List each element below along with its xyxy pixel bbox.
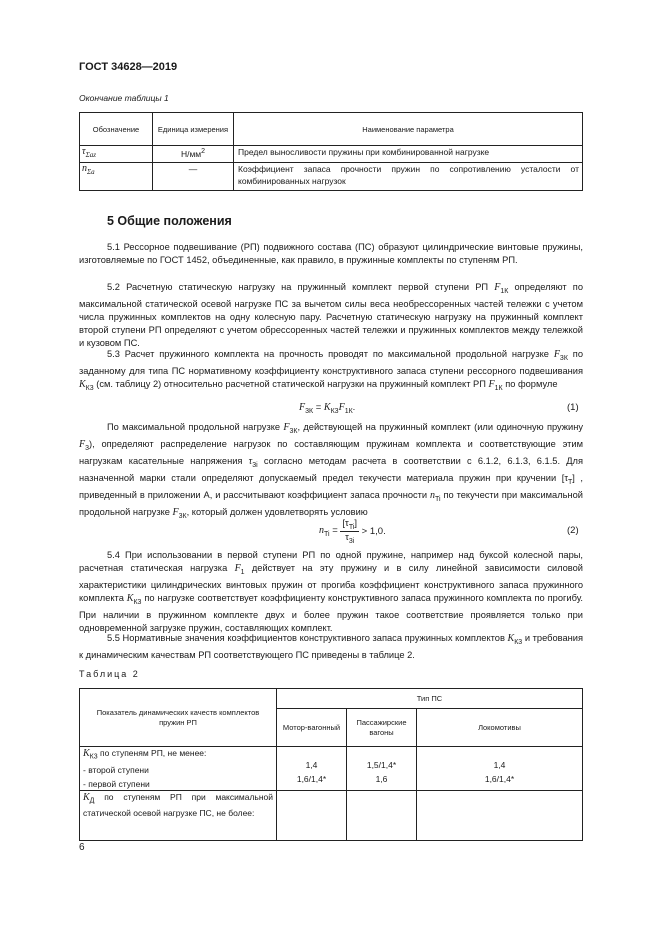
formula-2: $n_{Ti}$ = $[\tau_{Ti}]$ $\tau_{3i}$ > 1,0. — [319, 518, 386, 545]
formula-1-number: (1) — [567, 402, 579, 413]
loco-cell: 1,4 1,6/1,4* — [417, 747, 583, 791]
table-row — [80, 146, 583, 163]
paragraph-5-2: 5.2 Расчетную статическую нагрузку на пружинный комплект первой ступени РП $F_{1К}$ определяют по максимальной статической осевой нагрузке ПС за вычетом силы веса необрессоренных частей тележки с учетом числа пружинных комплектов на одну колесную пару. Расчетную статическую нагрузку на пружинный комплект второй ступени РП определяют с учетом обрессоренных частей тележки и пружинных комплектов между тележкой и кузовом ПС. — [79, 282, 583, 349]
table-row — [80, 747, 583, 791]
passenger-cell — [347, 790, 417, 840]
name-cell: Предел выносливости пружины при комбинированной нагрузке — [234, 146, 583, 163]
section-title: 5 Общие положения — [107, 214, 232, 228]
indicator-cell: $K_{К3}$ по ступеням РП, не менее: - второй ступени - первой ступени — [80, 747, 277, 791]
motor-cell — [277, 790, 347, 840]
formula-2-number: (2) — [567, 525, 579, 536]
table2-col-motor: Мотор-вагонный — [277, 709, 347, 747]
paragraph-5-5: 5.5 Нормативные значения коэффициентов конструктивного запаса пружинных комплектов $K_{К3}$ и требования к динамическим качествам РП соответствующего ПС приведены в таблице 2. — [79, 633, 583, 660]
paragraph-5-1: 5.1 Рессорное подвешивание (РП) подвижного состава (ПС) образуют цилиндрические винтовые пружины, изготовляемые по ГОСТ 1452, объединенные, как правило, в пружинные комплекты по ступеням РП. — [79, 242, 583, 266]
indicator-cell: $K_Д$ по ступеням РП при максимальной статической осевой нагрузке ПС, не более: — [80, 790, 277, 840]
unit-cell: — — [153, 163, 234, 191]
table2-col-indicator: Показатель динамических качеств комплектов пружин РП — [80, 689, 277, 747]
table-row — [80, 163, 583, 191]
paragraph-5-4: 5.4 При использовании в первой ступени РП по одной пружине, например над буксой колесной пары, расчетная статическая нагрузка $F_1$ действует на эту пружину и в силу линейной зависимости силовой характеристики цилиндрических винтовых пружин от прогиба коэффициент конструктивного запаса пружинного комплекта $K_{К3}$ по нагрузке соответствует коэффициенту конструктивного запаса пружинного комплекта по прогибу. При наличии в пружинном комплекте двух и более пружин такое соответствие проявляется только при одновременной загрузке пружин, составляющих комплект. — [79, 550, 584, 634]
motor-cell: 1,4 1,6/1,4* — [277, 747, 347, 791]
paragraph-5-3: 5.3 Расчет пружинного комплекта на прочность проводят по максимальной продольной нагрузке $F_{3К}$ по заданному для типа ПС нормативному коэффициенту конструктивного запаса ступени рессорного подвешивания $K_{К3}$ (см. таблицу 2) относительно расчетной статической нагрузки на пружинный комплект РП $F_{1К}$ по формуле — [79, 349, 583, 392]
table1-caption: Окончание таблицы 1 — [79, 93, 169, 103]
table1-col-name: Наименование параметра — [234, 113, 583, 146]
table2 — [79, 688, 583, 841]
table-row — [80, 790, 583, 840]
table2-caption: Таблица 2 — [79, 669, 140, 679]
document-header: ГОСТ 34628—2019 — [79, 61, 178, 73]
table1-col-symbol: Обозначение — [80, 113, 153, 146]
table1 — [79, 112, 583, 191]
paragraph-load-distribution: По максимальной продольной нагрузке $F_{3К}$, действующей на пружинный комплект (или одиночную пружину $F_3$), определяют распределение нагрузок по составляющим пружинам комплекта и соответствующие этим нагрузкам касательные напряжения $\tau_{3i}$ согласно методам расчета в соответствии с 6.1.2, 6.1.3, 6.1.5. Для назначенной марки стали определяют допускаемый предел текучести материала пружин при кручении $[\tau_T]$ , приведенный в приложении А, и рассчитывают коэффициент запаса прочности $n_{Ti}$ по текучести при максимальной продольной нагрузке $F_{3К}$, который должен удовлетворять условию — [79, 422, 583, 520]
table2-col-type: Тип ПС — [277, 689, 583, 709]
loco-cell — [417, 790, 583, 840]
formula-1: $F_{3К} = K_{К3}F_{1К}$. — [299, 402, 356, 415]
passenger-cell: 1,5/1,4* 1,6 — [347, 747, 417, 791]
symbol-cell: $\tau_{\Sigma az}$ — [80, 146, 153, 163]
table1-col-unit: Единица измерения — [153, 113, 234, 146]
table2-col-loco: Локомотивы — [417, 709, 583, 747]
unit-cell: $Н/мм^2$ — [153, 146, 234, 163]
symbol-cell: $n_{\Sigma a}$ — [80, 163, 153, 191]
page-number: 6 — [79, 842, 85, 853]
table2-col-passenger: Пассажирские вагоны — [347, 709, 417, 747]
name-cell: Коэффициент запаса прочности пружин по сопротивлению усталости от комбинированных нагрузок — [234, 163, 583, 191]
